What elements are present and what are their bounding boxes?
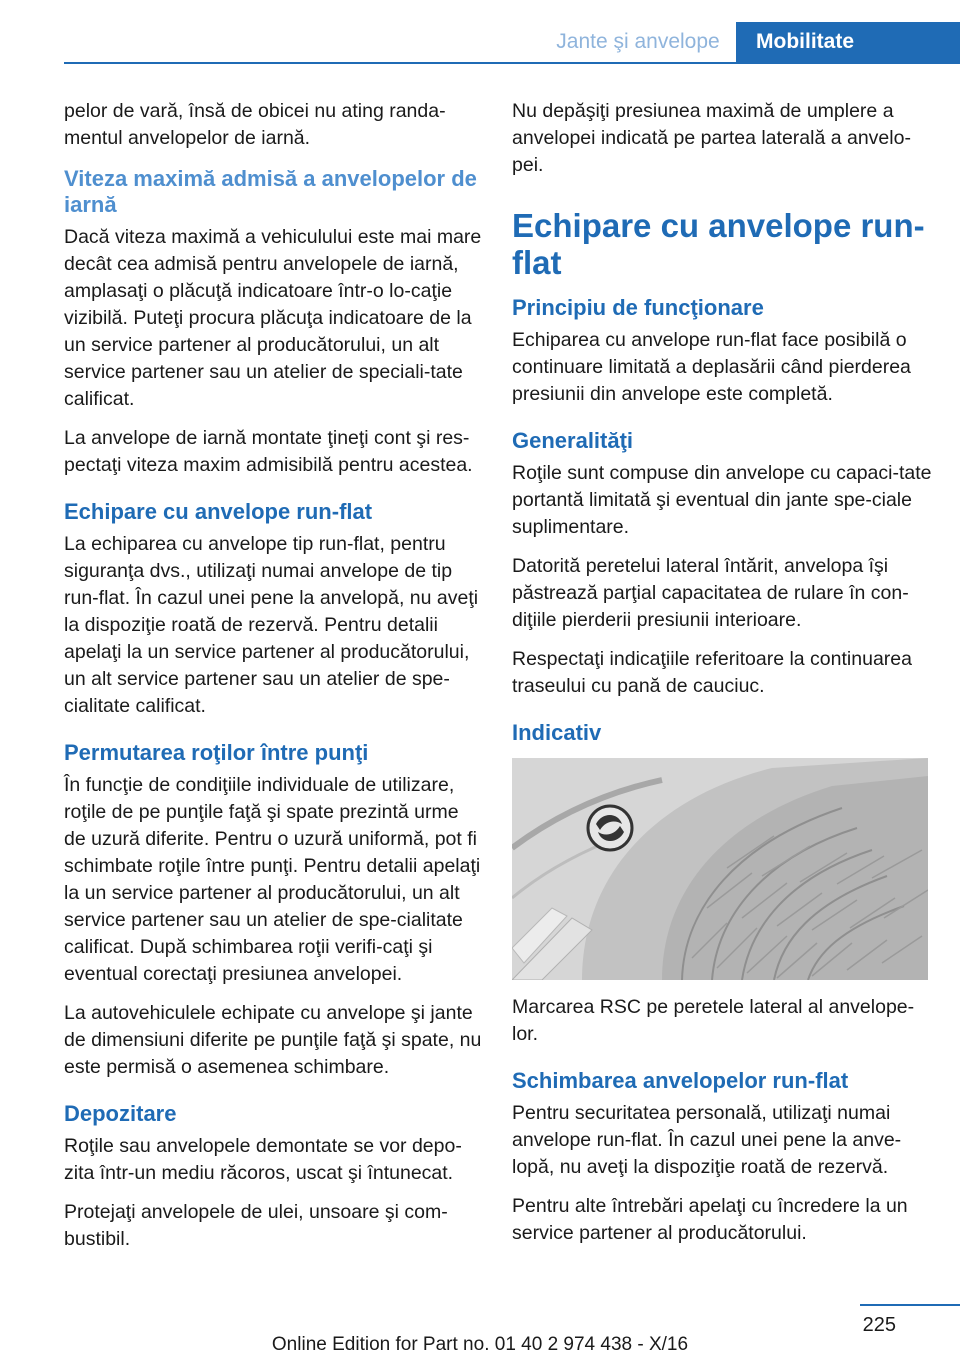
- heading-runflat-equipment: Echipare cu anvelope run-flat: [64, 499, 373, 524]
- paragraph: Nu depăşiţi presiunea maximă de umplere a anvelopei indicată pe partea laterală a anvelo‐pei.: [512, 100, 911, 176]
- paragraph: La autovehiculele echipate cu anvelope şi jante de dimensiuni diferite pe punţile faţă şi spate, nu este permisă o asemenea schimbare.: [64, 1002, 482, 1078]
- paragraph: La anvelope de iarnă montate ţineţi cont şi res‐pectaţi viteza maxim admisibilă pentru acestea.: [64, 427, 473, 476]
- left-column: [64, 98, 482, 1265]
- paragraph: În funcţie de condiţiile individuale de utilizare, roţile de pe punţile faţă şi spate prezintă urme de uzură diferite. Pentru o uzură uniformă, pot fi schimbate roţile între punţi. Pentru detalii apelaţi la un service partener al producătorului, un alt service partener sau un atelier de spe‐cialitate calificat. După schimbarea roţii verifi‐caţi şi eventual corectaţi presiunea anvelopei.: [64, 774, 481, 985]
- paragraph: pelor de vară, însă de obicei nu ating randa‐mentul anvelopelor de iarnă.: [64, 100, 446, 149]
- footer-divider: [860, 1304, 960, 1306]
- paragraph: Roţile sau anvelopele demontate se vor depo‐zita într-un mediu răcoros, uscat şi întunecat.: [64, 1135, 462, 1184]
- heading-runflat-main: Echipare cu anvelope run-flat: [512, 207, 925, 281]
- figure-caption: Marcarea RSC pe peretele lateral al anvelope‐lor.: [512, 996, 915, 1045]
- tire-sidewall-image: [512, 758, 928, 980]
- paragraph: Echiparea cu anvelope run-flat face posibilă o continuare limitată a deplasării când pierderea presiunii din anvelope este completă.: [512, 329, 911, 405]
- heading-general: Generalităţi: [512, 428, 634, 453]
- paragraph: Roţile sunt compuse din anvelope cu capaci‐tate portantă limitată şi eventual din jante spe‐ciale suplimentare.: [512, 462, 932, 538]
- tire-illustration: [512, 758, 928, 980]
- heading-principle: Principiu de funcţionare: [512, 295, 764, 320]
- paragraph: Protejaţi anvelopele de ulei, unsoare şi com‐bustibil.: [64, 1201, 448, 1250]
- chapter-tab: Mobilitate: [736, 22, 960, 62]
- paragraph: Dacă viteza maximă a vehiculului este mai mare decât cea admisă pentru anvelopele de iarnă, amplasaţi o plăcuţă indicatoare într‐o lo‐caţie vizibilă. Puteţi procura plăcuţa indicatoare de la un service partener al producătorului, un alt service partener sau un atelier de speciali‐tate calificat.: [64, 226, 482, 410]
- page-number: 225: [862, 1314, 896, 1336]
- right-column: [512, 98, 932, 1259]
- section-tab: Jante şi anvelope: [556, 30, 720, 53]
- heading-storage: Depozitare: [64, 1101, 177, 1126]
- header-divider: [64, 62, 960, 64]
- heading-changing-runflat: Schimbarea anvelopelor run-flat: [512, 1068, 849, 1093]
- heading-marking: Indicativ: [512, 720, 602, 745]
- page-header: [0, 0, 960, 62]
- heading-winter-speed: Viteza maximă admisă a anvelopelor de iarnă: [64, 166, 477, 217]
- paragraph: Respectaţi indicaţiile referitoare la continuarea traseului cu pană de cauciuc.: [512, 648, 912, 697]
- paragraph: Pentru alte întrebări apelaţi cu încredere la un service partener al producătorului.: [512, 1195, 908, 1244]
- paragraph: Pentru securitatea personală, utilizaţi numai anvelope run-flat. În cazul unei pene la anve‐lopă, nu aveţi la dispoziţie roată de rezervă.: [512, 1102, 902, 1178]
- edition-line: Online Edition for Part no. 01 40 2 974 438 - X/16: [271, 1334, 689, 1355]
- paragraph: La echiparea cu anvelope tip run-flat, pentru siguranţa dvs., utilizaţi numai anvelope de tip run-flat. În cazul unei pene la anvelopă, nu aveţi la dispoziţie roată de rezervă. Pentru detalii apelaţi la un service partener al producătorului, un alt service partener sau un atelier de spe‐cialitate calificat.: [64, 533, 479, 717]
- heading-wheel-rotation: Permutarea roţilor între punţi: [64, 740, 369, 765]
- paragraph: Datorită peretelui lateral întărit, anvelopa îşi păstrează parţial capacitatea de rulare în con‐diţiile pierderii presiunii interioare.: [512, 555, 909, 631]
